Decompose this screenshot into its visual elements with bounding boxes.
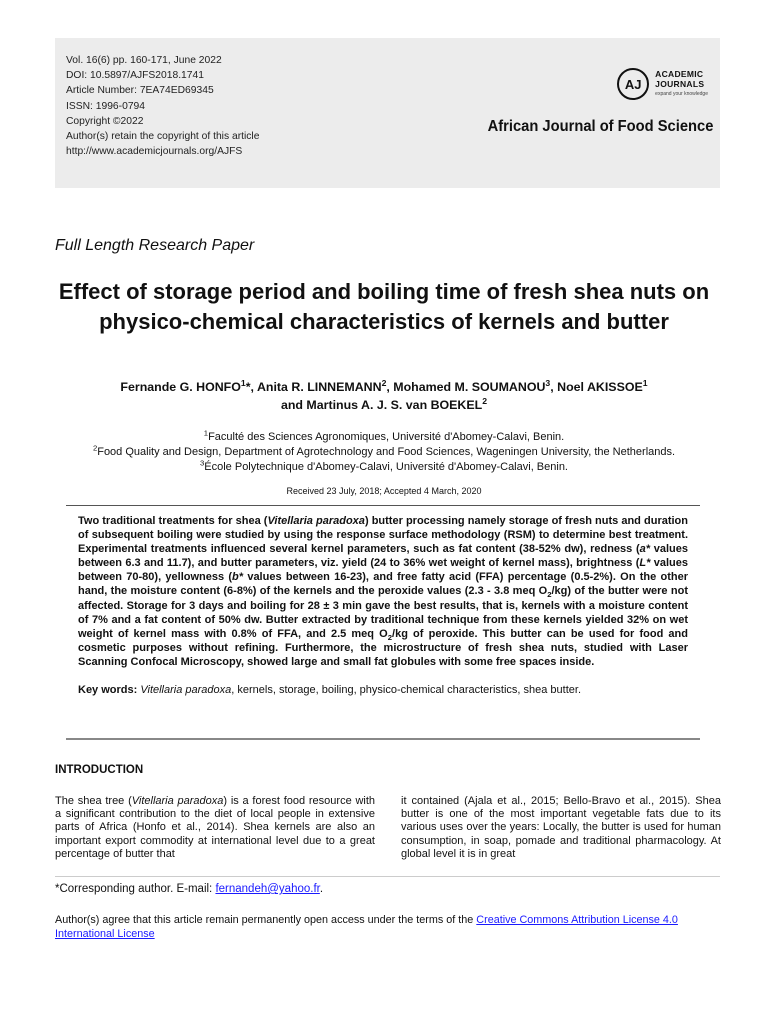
abstract-text: Two traditional treatments for shea ( [78,515,268,527]
affiliation-line [20,445,748,460]
author-name: Fernande G. HONFO [120,380,241,394]
abstract-subscript: 2 [547,590,552,600]
keywords-label: Key words: [78,684,138,697]
abstract-text: values between 16-23), and free fatty acid (FFA) percentage (0.5-2%). On the other hand, the moisture content (6-8%) of the kernels and the peroxide values (2.3 - 3.8 meq O [78,571,688,598]
section-heading-introduction: INTRODUCTION [55,764,144,776]
abstract-italic: L* [639,557,651,570]
logo-name-line2: JOURNALS [655,79,705,89]
paper-title: Effect of storage period and boiling time of fresh shea nuts on physico-chemical characteristics of kernels and butter [58,279,710,334]
meta-issn: ISSN: 1996-0794 [66,100,145,112]
license-link[interactable]: Creative Commons Attribution License 4.0 International License [55,914,678,940]
keywords-text: , kernels, storage, boiling, physico-chemical characteristics, shea butter. [231,684,581,697]
article-metadata [66,53,259,159]
author-list [40,378,728,414]
keywords-italic: Vitellaria paradoxa [140,684,232,697]
logo-text [655,69,708,99]
intro-italic: Vitellaria paradoxa [131,795,224,807]
meta-volume: Vol. 16(6) pp. 160-171, June 2022 [66,55,222,66]
abstract-italic: b* [232,571,244,584]
corresponding-author-note [55,883,323,895]
author-name: Noel AKISSOE [557,380,643,394]
author-separator: , [550,380,558,394]
abstract-box [66,505,700,740]
affiliation-mark: 3 [200,458,205,468]
publisher-logo [617,68,708,100]
author-affiliation-mark: 1 [240,377,246,388]
author-separator: *, [245,380,257,394]
meta-doi: DOI: 10.5897/AJFS2018.1741 [66,70,204,82]
footnote-text: Author(s) agree that this article remain permanently open access under the terms of the [55,914,477,926]
keywords [78,683,688,697]
license-note [55,913,720,941]
author-affiliation-mark: 3 [545,377,551,388]
abstract-italic: a* [639,543,651,556]
affiliation-text: École Polytechnique d'Abomey-Calavi, Université d'Abomey-Calavi, Benin. [204,461,568,473]
meta-article-number: Article Number: 7EA74ED69345 [66,85,214,97]
intro-column-2: it contained (Ajala et al., 2015; Bello-Bravo et al., 2015). Shea butter is one of the most important vegetable fats due to its various uses over the years: Locally, the butter is used for human consumption, in soap, pomade and traditional pharmacology. At global level it is in great [401,795,721,860]
affiliation-mark: 2 [92,443,98,453]
affiliation-text: Food Quality and Design, Department of Agrotechnology and Food Sciences, Wageningen University, the Netherlands. [97,446,676,458]
meta-rights: Author(s) retain the copyright of this article [66,131,260,143]
aj-logo-icon: AJ [617,68,649,100]
logo-name-line1: ACADEMIC [655,69,704,79]
abstract [78,514,688,669]
author-affiliation-mark: 1 [642,377,648,388]
affiliation-line [20,460,748,475]
logo-tagline: expand your knowledge [655,91,708,97]
footnote-divider [55,876,720,877]
abstract-text: values between 70-80), yellowness ( [78,557,688,584]
meta-url: http://www.academicjournals.org/AJFS [66,146,243,158]
author-name: Mohamed M. SOUMANOU [393,380,546,394]
received-dates: Received 23 July, 2018; Accepted 4 March, 2020 [286,486,482,496]
abstract-italic: Vitellaria paradoxa [267,515,365,527]
affiliation-line [20,430,748,445]
paper-type: Full Length Research Paper [55,237,255,254]
footnote-text: *Corresponding author. E-mail: [55,883,216,895]
journal-name: African Journal of Food Science [487,118,713,135]
intro-text: The shea tree ( [55,795,132,807]
meta-copyright: Copyright ©2022 [66,115,144,127]
abstract-text: values between 6.3 and 11.7), and butter parameters, viz. yield (24 to 36% wet weight of kernel mass), brightness ( [78,543,688,570]
footnote-text: . [319,883,324,895]
journal-header [55,38,720,188]
author-name: and Martinus A. J. S. van BOEKEL [280,398,483,412]
affiliations [20,430,748,475]
abstract-text: /kg of peroxide. This butter can be used for food and cosmetic purposes without refining. Furthermore, the microstructure of fresh shea nuts, studied with Laser Scanning Confocal Microscopy, showed large and small fat globules with some free spaces inside. [78,627,688,668]
author-affiliation-mark: 2 [381,377,387,388]
affiliation-text: Faculté des Sciences Agronomiques, Université d'Abomey-Calavi, Benin. [208,431,565,443]
author-affiliation-mark: 2 [482,395,488,406]
intro-column-1 [55,795,375,861]
email-link[interactable]: fernandeh@yahoo.fr [215,883,320,895]
intro-text: ) is a forest food resource with a significant contribution to the diet of local people in extensive parts of Africa (Honfo et al., 2014). Shea kernels are also an important export commodity at international level due to a great percentage of butter that [55,795,376,860]
author-name: Anita R. LINNEMANN [256,380,382,394]
abstract-text: ) butter processing namely storage of fresh nuts and duration of subsequent boiling were studied by using the response surface methodology (RSM) to determine best treatment. Experimental treatments influenced several kernel parameters, such as fat content (38-52% dw), redness ( [78,515,688,556]
author-separator: , [386,380,394,394]
affiliation-mark: 1 [203,428,209,438]
abstract-subscript: 2 [387,632,393,642]
abstract-text: /kg) of the butter were not affected. Storage for 3 days and boiling for 28 ± 3 min gave the best results, that is, kernels with a moisture content of 7% and a fat content of 50% dw. Butter extracted by traditional technique from these kernels yielded 32% on wet weight of kernel mass with 0.8% of FFA, and 2.5 meq O [78,585,688,640]
